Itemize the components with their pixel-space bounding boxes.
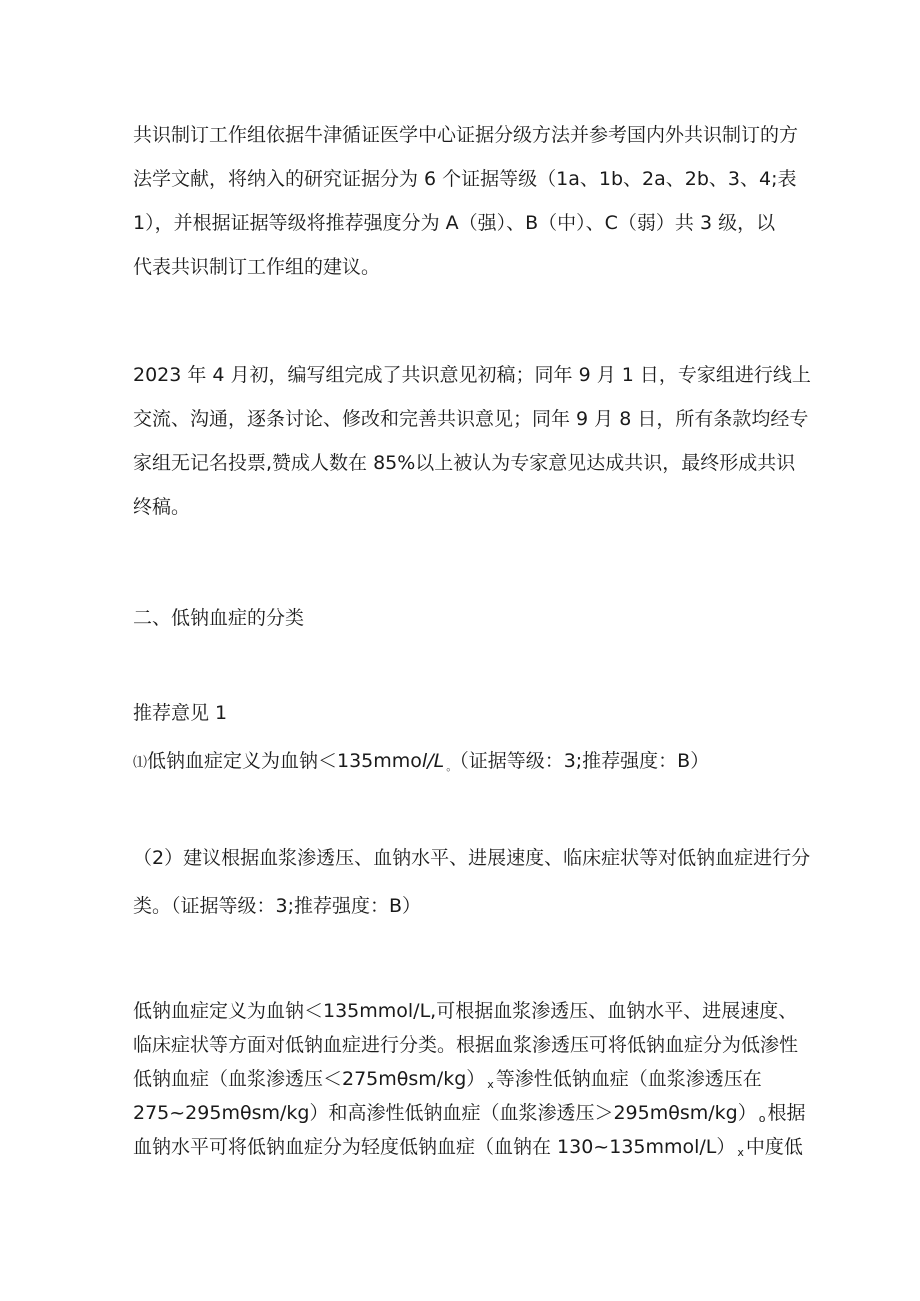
text-line: 代表共识制订工作组的建议。	[133, 256, 381, 278]
text-line: 低钠血症定义为血钠＜135mmol/L,可根据血浆渗透压、血钠水平、进展速度、	[133, 1000, 798, 1022]
recommendation-heading: 推荐意见 1	[133, 702, 228, 724]
item-number: ⑴	[133, 755, 147, 771]
text-segment: 等渗性低钠血症（血浆渗透压在	[495, 1068, 762, 1090]
text-line	[133, 1062, 798, 1096]
period-mark: 。	[446, 760, 458, 773]
subscript-mark: x	[737, 1146, 744, 1159]
text-line: 共识制订工作组依据牛津循证医学中心证据分级方法并参考国内外共识制订的方	[133, 124, 799, 146]
text-segment: 根据	[767, 1102, 806, 1124]
text-line: 终稿。	[133, 496, 191, 518]
paragraph-consensus-process	[133, 353, 811, 529]
text-line	[133, 1096, 806, 1130]
text-segment: 低钠血症（血浆渗透压＜275mθsm/kg）	[133, 1068, 486, 1090]
text-line: 临床症状等方面对低钠血症进行分类。根据血浆渗透压可将低钠血症分为低渗性	[133, 1034, 799, 1056]
recommendation-item-1	[133, 741, 798, 781]
item-text: 低钠血症定义为血钠＜135mmo	[147, 750, 422, 772]
text-line: （2）建议根据血浆渗透压、血钠水平、进展速度、临床症状等对低钠血症进行分	[133, 847, 811, 869]
text-line: 2023 年 4 月初，编写组完成了共识意见初稿；同年 9 月 1 日，专家组进行线上	[133, 364, 811, 386]
text-line: 交流、沟通，逐条讨论、修改和完善共识意见；同年 9 月 8 日，所有条款均经专	[133, 408, 809, 430]
recommendation-title	[133, 693, 798, 733]
subscript-mark: x	[487, 1078, 494, 1091]
text-segment: 中度低	[745, 1136, 803, 1158]
paragraph-evidence-grading	[133, 113, 798, 289]
text-line	[133, 741, 798, 781]
unit-text: l/L	[421, 750, 445, 772]
text-line: 家组无记名投票,赞成人数在 85%以上被认为专家意见达成共识，最终形成共识	[133, 452, 796, 474]
evidence-note: （证据等级：3;推荐强度：B）	[459, 750, 710, 772]
section-title: 二、低钠血症的分类	[133, 607, 305, 629]
text-segment: 血钠水平可将低钠血症分为轻度低钠血症（血钠在 130~135mmol/L）	[133, 1136, 736, 1158]
paragraph-classification	[133, 994, 806, 1164]
subscript-mark: o	[758, 1112, 766, 1125]
text-segment: 275~295mθsm/kg）和高渗性低钠血症（血浆渗透压＞295mθsm/kg）	[133, 1102, 757, 1124]
recommendation-item-2	[133, 834, 811, 930]
text-line: 类。（证据等级：3;推荐强度：B）	[133, 895, 422, 917]
text-line: 1），并根据证据等级将推荐强度分为 A（强）、B（中）、C（弱）共 3 级，以	[133, 212, 776, 234]
section-heading	[133, 598, 798, 638]
text-line: 法学文献，将纳入的研究证据分为 6 个证据等级（1a、1b、2a、2b、3、4;表	[133, 168, 797, 190]
text-line	[133, 1130, 803, 1164]
